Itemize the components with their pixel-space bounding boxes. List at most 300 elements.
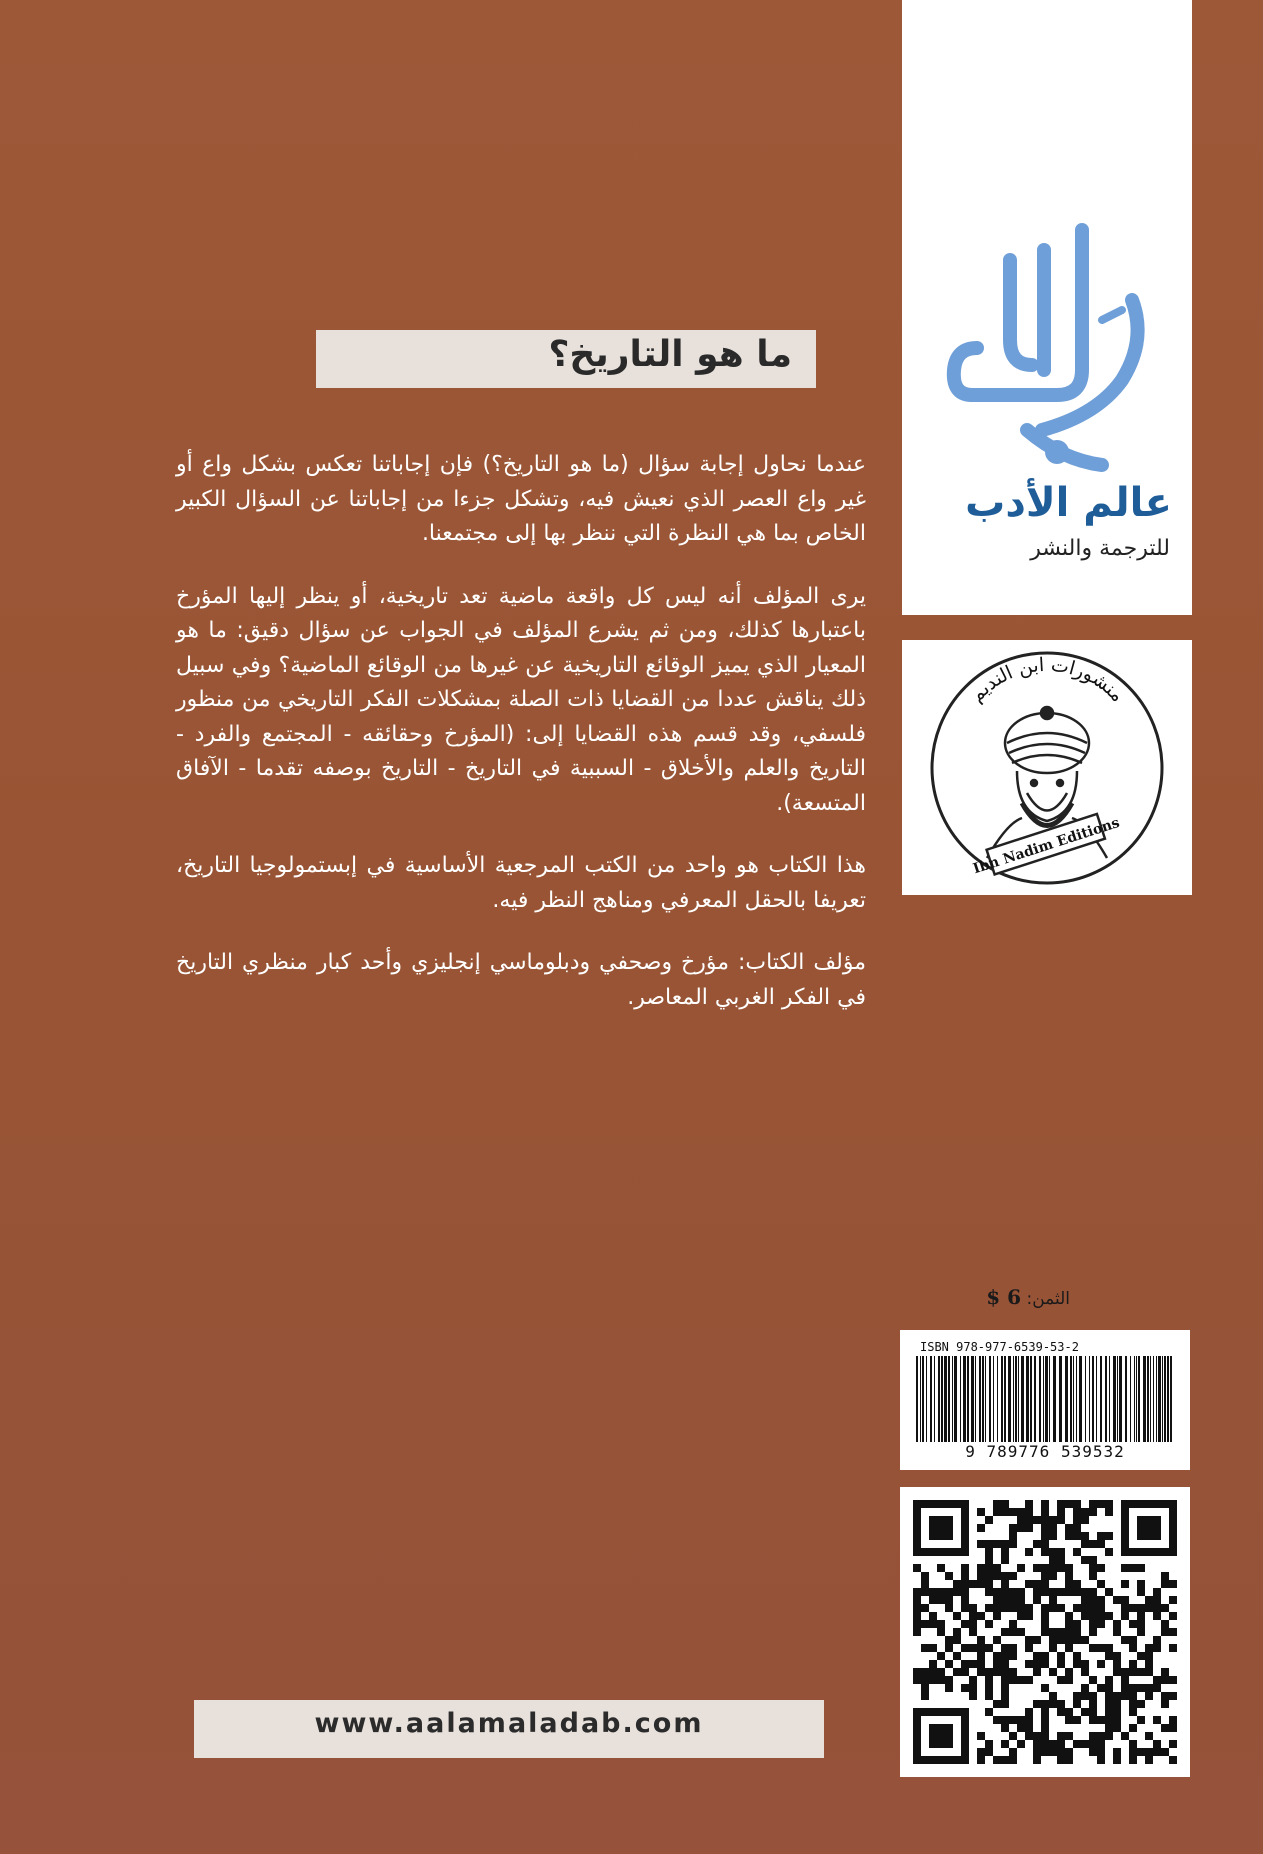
qr-module <box>1017 1716 1025 1724</box>
qr-module <box>1137 1716 1145 1724</box>
barcode-bar <box>993 1356 994 1442</box>
barcode-bar <box>979 1356 981 1442</box>
qr-module <box>913 1588 921 1596</box>
qr-module <box>1121 1580 1129 1588</box>
qr-module <box>1073 1604 1081 1612</box>
qr-module <box>1113 1756 1121 1764</box>
qr-module <box>1169 1580 1177 1588</box>
barcode-bar <box>1156 1356 1157 1442</box>
qr-module <box>1033 1748 1041 1756</box>
qr-module <box>1161 1604 1169 1612</box>
qr-module <box>1073 1532 1081 1540</box>
qr-module <box>1049 1516 1057 1524</box>
qr-module <box>1001 1540 1009 1548</box>
qr-module <box>1097 1604 1105 1612</box>
qr-module <box>1041 1604 1049 1612</box>
qr-module <box>1137 1748 1145 1756</box>
qr-module <box>929 1644 937 1652</box>
qr-module <box>1113 1748 1121 1756</box>
qr-module <box>1081 1508 1089 1516</box>
qr-module <box>1009 1604 1017 1612</box>
qr-module <box>1057 1508 1065 1516</box>
qr-module <box>1025 1580 1033 1588</box>
qr-module <box>1049 1556 1057 1564</box>
qr-module <box>993 1500 1001 1508</box>
qr-module <box>1129 1740 1137 1748</box>
qr-module <box>1097 1732 1105 1740</box>
qr-module <box>1001 1660 1009 1668</box>
barcode-bar <box>1134 1356 1135 1442</box>
blurb-paragraph: يرى المؤلف أنه ليس كل واقعة ماضية تعد تاريخية، أو ينظر إليها المؤرخ باعتبارها كذلك، ومن ثم يشرع المؤلف في الجواب عن سؤال دقيق: ما هو المعيار الذي يميز الوقائع التاريخية عن غيرها من الوقائع الماضية؟ وفي سبيل ذلك يناقش عددا من القضايا ذات الصلة بمشكلات الفكر التاريخي من منظور فلسفي، وقد قسم هذه القضايا إلى: (المؤرخ وحقائقه - المجتمع والفرد - التاريخ والعلم والأخلاق - السببية في التاريخ - التاريخ بوصفه تقدما - الآفاق المتسعة). <box>176 583 866 816</box>
qr-module <box>1081 1532 1089 1540</box>
qr-module <box>929 1660 937 1668</box>
qr-module <box>1041 1612 1049 1620</box>
qr-module <box>1089 1588 1097 1596</box>
qr-module <box>969 1620 977 1628</box>
title-band <box>316 330 816 388</box>
qr-module <box>1001 1604 1009 1612</box>
qr-module <box>1041 1548 1049 1556</box>
qr-module <box>1113 1660 1121 1668</box>
qr-module <box>1169 1612 1177 1620</box>
qr-module <box>1105 1692 1113 1700</box>
qr-module <box>977 1524 985 1532</box>
qr-module <box>977 1612 985 1620</box>
qr-module <box>1089 1612 1097 1620</box>
qr-module <box>1041 1508 1049 1516</box>
qr-module <box>985 1748 993 1756</box>
qr-module <box>1049 1572 1057 1580</box>
qr-module <box>1161 1628 1169 1636</box>
qr-module <box>1017 1588 1025 1596</box>
qr-module <box>1153 1676 1161 1684</box>
qr-module <box>1105 1508 1113 1516</box>
qr-module <box>1081 1516 1089 1524</box>
barcode-bar <box>1089 1356 1090 1442</box>
qr-module <box>929 1620 937 1628</box>
qr-module <box>1113 1700 1121 1708</box>
qr-module <box>1089 1708 1097 1716</box>
qr-module <box>1113 1628 1121 1636</box>
qr-module <box>1041 1700 1049 1708</box>
qr-module <box>985 1644 993 1652</box>
qr-module <box>1065 1620 1073 1628</box>
qr-module <box>945 1676 953 1684</box>
qr-module <box>1025 1508 1033 1516</box>
qr-module <box>993 1540 1001 1548</box>
qr-module <box>1033 1564 1041 1572</box>
qr-module <box>1033 1516 1041 1524</box>
barcode-bar <box>1147 1356 1149 1442</box>
qr-finder-pattern <box>929 1724 953 1748</box>
qr-module <box>1097 1684 1105 1692</box>
barcode-bar <box>1113 1356 1116 1442</box>
qr-module <box>969 1628 977 1636</box>
qr-module <box>1113 1620 1121 1628</box>
barcode-bar <box>934 1356 935 1442</box>
ibn-nadim-seal-emblem <box>917 643 1177 893</box>
qr-module <box>1025 1644 1033 1652</box>
qr-module <box>945 1572 953 1580</box>
qr-module <box>1153 1740 1161 1748</box>
qr-module <box>1033 1636 1041 1644</box>
seal-latin-text: Ibn Nadim Editions <box>971 814 1122 878</box>
qr-module <box>1089 1716 1097 1724</box>
qr-module <box>977 1756 985 1764</box>
qr-module <box>1017 1596 1025 1604</box>
qr-module <box>921 1620 929 1628</box>
qr-module <box>1073 1700 1081 1708</box>
qr-module <box>985 1556 993 1564</box>
qr-module <box>937 1676 945 1684</box>
qr-module <box>1081 1660 1089 1668</box>
qr-module <box>1121 1732 1129 1740</box>
qr-module <box>1129 1756 1137 1764</box>
qr-module <box>1065 1748 1073 1756</box>
qr-module <box>1145 1756 1153 1764</box>
qr-module <box>1001 1548 1009 1556</box>
qr-module <box>1041 1524 1049 1532</box>
qr-module <box>985 1740 993 1748</box>
qr-module <box>1041 1580 1049 1588</box>
qr-module <box>929 1612 937 1620</box>
seal-arabic-text: منشورات ابن النديم <box>965 653 1129 707</box>
qr-module <box>913 1676 921 1684</box>
qr-module <box>1169 1644 1177 1652</box>
qr-module <box>993 1604 1001 1612</box>
qr-module <box>1145 1692 1153 1700</box>
blurb-paragraph: عندما نحاول إجابة سؤال (ما هو التاريخ؟) فإن إجاباتنا تعكس بشكل واع أو غير واع العصر الذي نعيش فيه، وتشكل جزءا من إجاباتنا عن السؤال الكبير الخاص بما هي النظرة التي ننظر بها إلى مجتمعنا. <box>176 452 866 546</box>
barcode-bar <box>1109 1356 1110 1442</box>
qr-module <box>1049 1636 1057 1644</box>
qr-module <box>1073 1740 1081 1748</box>
barcode-bar <box>1065 1356 1068 1442</box>
qr-module <box>1089 1700 1097 1708</box>
qr-module <box>1137 1612 1145 1620</box>
qr-module <box>1025 1732 1033 1740</box>
qr-module <box>913 1668 921 1676</box>
qr-module <box>1057 1588 1065 1596</box>
qr-module <box>1049 1596 1057 1604</box>
qr-module <box>1153 1588 1161 1596</box>
isbn-label: ISBN 978-977-6539-53-2 <box>920 1340 1079 1354</box>
qr-module <box>1041 1540 1049 1548</box>
book-title: ما هو التاريخ؟ <box>548 334 792 375</box>
qr-module <box>1137 1652 1145 1660</box>
qr-module <box>1105 1548 1113 1556</box>
qr-module <box>1041 1684 1049 1692</box>
barcode-bar <box>1030 1356 1032 1442</box>
barcode-bar <box>948 1356 950 1442</box>
qr-module <box>977 1732 985 1740</box>
qr-module <box>913 1628 921 1636</box>
qr-module <box>1097 1580 1105 1588</box>
barcode-bar <box>1034 1356 1036 1442</box>
barcode-bar <box>941 1356 943 1442</box>
barcode-bar <box>922 1356 924 1442</box>
qr-module <box>1049 1524 1057 1532</box>
qr-module <box>1129 1564 1137 1572</box>
qr-module <box>993 1756 1001 1764</box>
qr-module <box>1009 1540 1017 1548</box>
qr-module <box>1057 1740 1065 1748</box>
qr-module <box>1001 1596 1009 1604</box>
website-band <box>194 1700 824 1758</box>
qr-module <box>913 1612 921 1620</box>
qr-module <box>937 1588 945 1596</box>
qr-module <box>1025 1604 1033 1612</box>
qr-module <box>1065 1676 1073 1684</box>
barcode-bar <box>1150 1356 1151 1442</box>
qr-module <box>1033 1540 1041 1548</box>
qr-module <box>1097 1644 1105 1652</box>
qr-module <box>937 1596 945 1604</box>
qr-module <box>1017 1524 1025 1532</box>
qr-module <box>1121 1636 1129 1644</box>
qr-module <box>1001 1652 1009 1660</box>
barcode-bar <box>1117 1356 1118 1442</box>
qr-module <box>937 1564 945 1572</box>
qr-module <box>1009 1524 1017 1532</box>
qr-module <box>1129 1748 1137 1756</box>
qr-module <box>1089 1564 1097 1572</box>
qr-module <box>1073 1716 1081 1724</box>
qr-module <box>945 1636 953 1644</box>
barcode-bar <box>963 1356 966 1442</box>
qr-module <box>961 1572 969 1580</box>
qr-module <box>1113 1596 1121 1604</box>
qr-module <box>977 1564 985 1572</box>
qr-module <box>1097 1660 1105 1668</box>
qr-module <box>1089 1732 1097 1740</box>
qr-module <box>1009 1532 1017 1540</box>
qr-module <box>1129 1604 1137 1612</box>
qr-module <box>953 1668 961 1676</box>
qr-module <box>1025 1708 1033 1716</box>
publisher-logo-panel <box>902 0 1192 615</box>
qr-module <box>977 1668 985 1676</box>
barcode-bar <box>926 1356 927 1442</box>
qr-module <box>969 1676 977 1684</box>
qr-module <box>1049 1548 1057 1556</box>
qr-module <box>1025 1524 1033 1532</box>
qr-module <box>1121 1596 1129 1604</box>
qr-module <box>1145 1644 1153 1652</box>
qr-module <box>1009 1596 1017 1604</box>
qr-module <box>1081 1668 1089 1676</box>
qr-module <box>1081 1740 1089 1748</box>
qr-module <box>969 1612 977 1620</box>
qr-module <box>993 1636 1001 1644</box>
qr-module <box>1081 1612 1089 1620</box>
qr-module <box>1161 1580 1169 1588</box>
qr-module <box>969 1692 977 1700</box>
qr-module <box>993 1564 1001 1572</box>
qr-module <box>1145 1684 1153 1692</box>
qr-module <box>1121 1692 1129 1700</box>
qr-module <box>1097 1540 1105 1548</box>
qr-module <box>1065 1532 1073 1540</box>
qr-module <box>1137 1684 1145 1692</box>
qr-module <box>1017 1724 1025 1732</box>
qr-module <box>913 1596 921 1604</box>
qr-module <box>977 1540 985 1548</box>
qr-module <box>1049 1740 1057 1748</box>
qr-module <box>945 1588 953 1596</box>
barcode-bar <box>1164 1356 1166 1442</box>
qr-module <box>1137 1668 1145 1676</box>
qr-module <box>961 1604 969 1612</box>
barcode-bar <box>1021 1356 1024 1442</box>
qr-module <box>1049 1668 1057 1676</box>
blurb <box>176 448 866 1043</box>
qr-module <box>961 1596 969 1604</box>
qr-module <box>1081 1540 1089 1548</box>
publisher-name: عالم الأدب <box>965 480 1172 526</box>
barcode-bar <box>1105 1356 1107 1442</box>
qr-module <box>1009 1756 1017 1764</box>
qr-module <box>1105 1652 1113 1660</box>
barcode-bar <box>1053 1356 1056 1442</box>
qr-module <box>977 1652 985 1660</box>
qr-module <box>1097 1596 1105 1604</box>
barcode-bar <box>1167 1356 1169 1442</box>
qr-module <box>1001 1716 1009 1724</box>
barcode-bar <box>1153 1356 1154 1442</box>
qr-module <box>1025 1676 1033 1684</box>
qr-module <box>1065 1580 1073 1588</box>
qr-module <box>985 1548 993 1556</box>
qr-module <box>985 1708 993 1716</box>
qr-module <box>1153 1684 1161 1692</box>
barcode-bar <box>985 1356 986 1442</box>
qr-module <box>1001 1684 1009 1692</box>
qr-module <box>1065 1524 1073 1532</box>
qr-module <box>1105 1716 1113 1724</box>
barcode-bar <box>1125 1356 1127 1442</box>
qr-module <box>1105 1588 1113 1596</box>
barcode-bar <box>920 1356 921 1442</box>
qr-module <box>1081 1684 1089 1692</box>
qr-module <box>1073 1580 1081 1588</box>
qr-module <box>1049 1692 1057 1700</box>
qr-module <box>1017 1516 1025 1524</box>
qr-module <box>1161 1668 1169 1676</box>
qr-module <box>1073 1500 1081 1508</box>
qr-module <box>1105 1708 1113 1716</box>
qr-module <box>1105 1684 1113 1692</box>
qr-module <box>1137 1604 1145 1612</box>
qr-module <box>1017 1612 1025 1620</box>
qr-module <box>1065 1756 1073 1764</box>
publisher-subtitle: للترجمة والنشر <box>1030 536 1170 561</box>
qr-module <box>1105 1724 1113 1732</box>
barcode-bar <box>1158 1356 1161 1442</box>
barcode-bar <box>1049 1356 1050 1442</box>
qr-module <box>969 1580 977 1588</box>
qr-module <box>1073 1516 1081 1524</box>
qr-module <box>1025 1500 1033 1508</box>
blurb-paragraph: مؤلف الكتاب: مؤرخ وصحفي ودبلوماسي إنجليزي وأحد كبار منظري التاريخ في الفكر الغربي المعاصر. <box>176 950 866 1010</box>
qr-module <box>1017 1676 1025 1684</box>
qr-module <box>1097 1564 1105 1572</box>
barcode-bar <box>967 1356 969 1442</box>
qr-module <box>1001 1724 1009 1732</box>
barcode-bar <box>1076 1356 1077 1442</box>
qr-module <box>1113 1652 1121 1660</box>
qr-module <box>1169 1628 1177 1636</box>
qr-module <box>1057 1756 1065 1764</box>
qr-module <box>1001 1692 1009 1700</box>
qr-module <box>1073 1548 1081 1556</box>
qr-module <box>1009 1748 1017 1756</box>
qr-module <box>921 1588 929 1596</box>
qr-module <box>1081 1596 1089 1604</box>
qr-module <box>1017 1604 1025 1612</box>
qr-module <box>1025 1516 1033 1524</box>
qr-module <box>1033 1740 1041 1748</box>
qr-module <box>1001 1500 1009 1508</box>
qr-module <box>1129 1636 1137 1644</box>
qr-module <box>993 1508 1001 1516</box>
qr-module <box>1041 1740 1049 1748</box>
qr-module <box>1033 1588 1041 1596</box>
qr-module <box>1065 1564 1073 1572</box>
qr-module <box>1017 1508 1025 1516</box>
qr-module <box>1121 1564 1129 1572</box>
qr-module <box>945 1660 953 1668</box>
barcode-bar <box>971 1356 974 1442</box>
qr-module <box>1121 1676 1129 1684</box>
qr-module <box>977 1748 985 1756</box>
qr-module <box>1065 1612 1073 1620</box>
barcode-bar <box>1070 1356 1072 1442</box>
qr-module <box>985 1580 993 1588</box>
price-amount: 6 $ <box>986 1285 1022 1309</box>
qr-module <box>1161 1676 1169 1684</box>
barcode-digits: 9 789776 539532 <box>965 1442 1125 1461</box>
qr-module <box>1105 1612 1113 1620</box>
qr-module <box>977 1660 985 1668</box>
qr-module <box>1033 1732 1041 1740</box>
qr-module <box>1049 1644 1057 1652</box>
qr-module <box>1041 1652 1049 1660</box>
qr-module <box>985 1588 993 1596</box>
qr-module <box>1097 1532 1105 1540</box>
qr-module <box>1041 1564 1049 1572</box>
qr-module <box>993 1588 1001 1596</box>
qr-module <box>1009 1668 1017 1676</box>
qr-module <box>1025 1724 1033 1732</box>
qr-module <box>1145 1604 1153 1612</box>
qr-module <box>953 1652 961 1660</box>
qr-module <box>945 1684 953 1692</box>
qr-module <box>913 1620 921 1628</box>
qr-module <box>1001 1644 1009 1652</box>
qr-module <box>985 1540 993 1548</box>
qr-module <box>1057 1604 1065 1612</box>
qr-module <box>1009 1572 1017 1580</box>
qr-module <box>1001 1740 1009 1748</box>
barcode-bar <box>1001 1356 1003 1442</box>
qr-module <box>1017 1564 1025 1572</box>
qr-module <box>1169 1692 1177 1700</box>
qr-module <box>1025 1636 1033 1644</box>
qr-module <box>1041 1620 1049 1628</box>
barcode-bar <box>1143 1356 1146 1442</box>
qr-module <box>1089 1500 1097 1508</box>
qr-finder-pattern <box>929 1516 953 1540</box>
